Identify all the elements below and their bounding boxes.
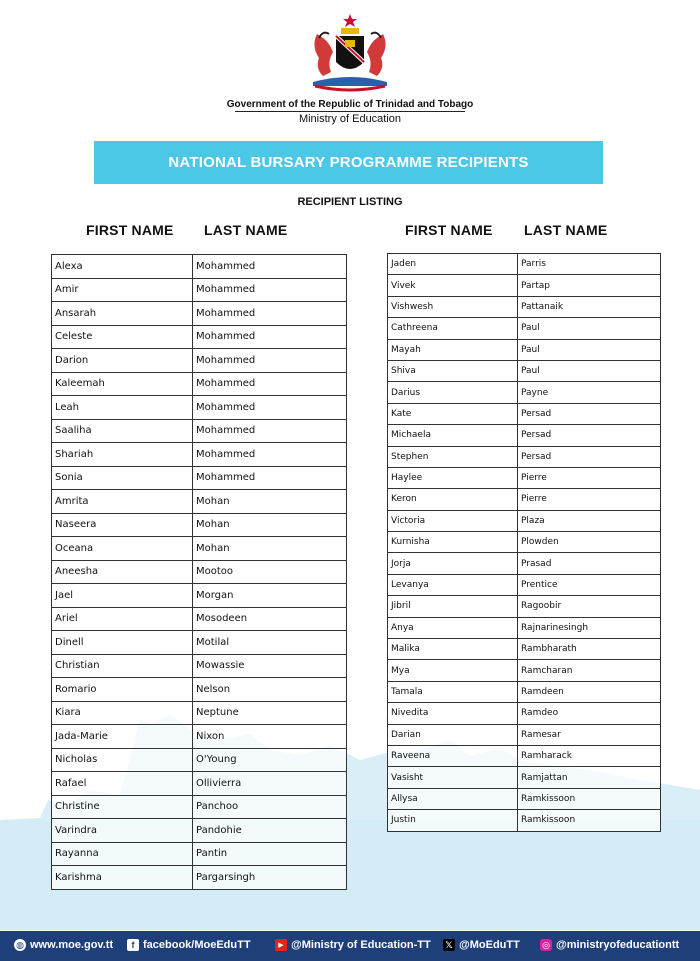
first-name-cell: Vasisht [388, 767, 518, 788]
last-name-cell: Prentice [518, 574, 661, 595]
table-row [388, 382, 661, 403]
last-name-cell: O'Young [193, 748, 347, 772]
first-name-cell: Leah [52, 396, 193, 420]
first-name-cell: Kate [388, 403, 518, 424]
table-row [52, 302, 347, 326]
table-row [52, 325, 347, 349]
table-row [52, 443, 347, 467]
last-name-cell: Persad [518, 403, 661, 424]
first-name-cell: Levanya [388, 574, 518, 595]
last-name-cell: Plowden [518, 532, 661, 553]
first-name-cell: Darian [388, 724, 518, 745]
first-name-cell: Jorja [388, 553, 518, 574]
first-name-cell: Haylee [388, 467, 518, 488]
last-name-cell: Mohammed [193, 372, 347, 396]
instagram-link[interactable]: @ministryofeducationtt [556, 939, 680, 951]
last-name-cell: Ramdeo [518, 703, 661, 724]
table-row [388, 703, 661, 724]
table-row [52, 396, 347, 420]
website-link[interactable]: www.moe.gov.tt [30, 939, 114, 951]
first-name-cell: Kaleemah [52, 372, 193, 396]
table-row [388, 403, 661, 424]
last-name-cell: Persad [518, 446, 661, 467]
footer-facebook[interactable] [127, 939, 251, 951]
first-name-cell: Amrita [52, 490, 193, 514]
last-name-cell: Mohammed [193, 255, 347, 279]
first-name-cell: Nivedita [388, 703, 518, 724]
first-name-cell: Jibril [388, 596, 518, 617]
first-name-cell: Varindra [52, 819, 193, 843]
first-name-cell: Shariah [52, 443, 193, 467]
table-row [52, 466, 347, 490]
table-row [52, 419, 347, 443]
table-row [388, 553, 661, 574]
table-row [388, 425, 661, 446]
right-recipient-table [387, 253, 661, 832]
table-row [52, 537, 347, 561]
last-name-cell: Panchoo [193, 795, 347, 819]
first-name-cell: Kiara [52, 701, 193, 725]
table-row [388, 660, 661, 681]
table-row [52, 490, 347, 514]
table-row [388, 360, 661, 381]
first-name-cell: Michaela [388, 425, 518, 446]
first-name-cell: Vivek [388, 275, 518, 296]
table-row [388, 254, 661, 275]
last-name-cell: Mohammed [193, 396, 347, 420]
last-name-cell: Neptune [193, 701, 347, 725]
table-row [388, 467, 661, 488]
last-name-cell: Paul [518, 318, 661, 339]
footer-youtube[interactable] [275, 939, 431, 951]
last-name-cell: Ramdeen [518, 681, 661, 702]
first-name-cell: Raveena [388, 745, 518, 766]
table-row [52, 513, 347, 537]
table-row [388, 639, 661, 660]
last-name-cell: Mohammed [193, 466, 347, 490]
first-name-cell: Mya [388, 660, 518, 681]
coat-of-arms-logo [305, 12, 395, 94]
first-name-cell: Kurnisha [388, 532, 518, 553]
first-name-cell: Justin [388, 810, 518, 831]
table-row [388, 745, 661, 766]
last-name-cell: Pantin [193, 842, 347, 866]
last-name-cell: Partap [518, 275, 661, 296]
first-name-cell: Darius [388, 382, 518, 403]
last-name-cell: Ramesar [518, 724, 661, 745]
first-name-cell: Ansarah [52, 302, 193, 326]
facebook-icon: f [127, 939, 139, 951]
first-name-cell: Tamala [388, 681, 518, 702]
ministry-title: Ministry of Education [298, 113, 402, 125]
table-row [52, 866, 347, 890]
table-row [388, 810, 661, 831]
footer-website[interactable] [14, 939, 113, 951]
first-name-cell: Aneesha [52, 560, 193, 584]
first-name-cell: Alexa [52, 255, 193, 279]
last-name-cell: Mootoo [193, 560, 347, 584]
table-row [52, 678, 347, 702]
listing-title: RECIPIENT LISTING [297, 196, 403, 208]
table-row [52, 654, 347, 678]
footer-instagram[interactable] [540, 939, 679, 951]
last-name-cell: Prasad [518, 553, 661, 574]
last-name-cell: Ramjattan [518, 767, 661, 788]
first-name-cell: Romario [52, 678, 193, 702]
last-name-cell: Mohammed [193, 278, 347, 302]
last-name-cell: Payne [518, 382, 661, 403]
last-name-cell: Mohammed [193, 349, 347, 373]
table-row [52, 349, 347, 373]
last-name-cell: Motilal [193, 631, 347, 655]
last-name-cell: Ramkissoon [518, 788, 661, 809]
last-name-cell: Parris [518, 254, 661, 275]
table-row [52, 701, 347, 725]
first-name-cell: Amir [52, 278, 193, 302]
table-row [388, 724, 661, 745]
table-row [52, 772, 347, 796]
table-row [52, 842, 347, 866]
last-name-cell: Ragoobir [518, 596, 661, 617]
first-name-cell: Sonia [52, 466, 193, 490]
table-row [52, 255, 347, 279]
last-name-cell: Pierre [518, 467, 661, 488]
table-row [388, 489, 661, 510]
first-name-cell: Malika [388, 639, 518, 660]
first-name-cell: Darion [52, 349, 193, 373]
last-name-cell: Pierre [518, 489, 661, 510]
first-name-cell: Anya [388, 617, 518, 638]
first-name-cell: Karishma [52, 866, 193, 890]
last-name-cell: Mohan [193, 513, 347, 537]
table-row [52, 748, 347, 772]
table-row [388, 296, 661, 317]
first-name-cell: Rayanna [52, 842, 193, 866]
first-name-cell: Nicholas [52, 748, 193, 772]
table-row [388, 574, 661, 595]
first-name-cell: Christian [52, 654, 193, 678]
table-row [388, 510, 661, 531]
last-name-cell: Paul [518, 339, 661, 360]
first-name-cell: Vishwesh [388, 296, 518, 317]
left-last-name-header: LAST NAME [204, 222, 288, 238]
table-row [52, 372, 347, 396]
table-row [52, 631, 347, 655]
first-name-cell: Jada-Marie [52, 725, 193, 749]
banner-title: NATIONAL BURSARY PROGRAMME RECIPIENTS [94, 141, 603, 184]
table-row [388, 788, 661, 809]
table-row [388, 318, 661, 339]
last-name-cell: Ramharack [518, 745, 661, 766]
first-name-cell: Victoria [388, 510, 518, 531]
table-row [388, 596, 661, 617]
government-title: Government of the Republic of Trinidad and Tobago [226, 99, 474, 110]
last-name-cell: Mosodeen [193, 607, 347, 631]
first-name-cell: Mayah [388, 339, 518, 360]
last-name-cell: Rajnarinesingh [518, 617, 661, 638]
facebook-link[interactable]: facebook/MoeEduTT [143, 939, 251, 951]
instagram-icon: ◎ [540, 939, 552, 951]
table-row [388, 275, 661, 296]
first-name-cell: Shiva [388, 360, 518, 381]
first-name-cell: Cathreena [388, 318, 518, 339]
first-name-cell: Allysa [388, 788, 518, 809]
first-name-cell: Keron [388, 489, 518, 510]
table-row [388, 446, 661, 467]
last-name-cell: Mohammed [193, 325, 347, 349]
first-name-cell: Rafael [52, 772, 193, 796]
footer-x[interactable] [443, 939, 520, 951]
right-first-name-header: FIRST NAME [405, 222, 493, 238]
table-row [388, 339, 661, 360]
last-name-cell: Mohan [193, 490, 347, 514]
first-name-cell: Christine [52, 795, 193, 819]
table-row [388, 617, 661, 638]
last-name-cell: Ramkissoon [518, 810, 661, 831]
last-name-cell: Mowassie [193, 654, 347, 678]
last-name-cell: Persad [518, 425, 661, 446]
table-row [52, 795, 347, 819]
last-name-cell: Pargarsingh [193, 866, 347, 890]
last-name-cell: Plaza [518, 510, 661, 531]
table-row [52, 725, 347, 749]
divider [235, 111, 465, 112]
last-name-cell: Pandohie [193, 819, 347, 843]
last-name-cell: Pattanaik [518, 296, 661, 317]
last-name-cell: Mohammed [193, 302, 347, 326]
youtube-icon: ▶ [275, 939, 287, 951]
first-name-cell: Ariel [52, 607, 193, 631]
first-name-cell: Saaliha [52, 419, 193, 443]
last-name-cell: Nelson [193, 678, 347, 702]
x-icon: 𝕏 [443, 939, 455, 951]
last-name-cell: Mohan [193, 537, 347, 561]
table-row [388, 767, 661, 788]
table-row [52, 278, 347, 302]
first-name-cell: Jael [52, 584, 193, 608]
first-name-cell: Stephen [388, 446, 518, 467]
left-first-name-header: FIRST NAME [86, 222, 174, 238]
first-name-cell: Celeste [52, 325, 193, 349]
table-row [388, 681, 661, 702]
last-name-cell: Ramcharan [518, 660, 661, 681]
table-row [388, 532, 661, 553]
footer-bar [0, 931, 700, 961]
right-last-name-header: LAST NAME [524, 222, 608, 238]
last-name-cell: Nixon [193, 725, 347, 749]
last-name-cell: Ollivierra [193, 772, 347, 796]
last-name-cell: Rambharath [518, 639, 661, 660]
youtube-link[interactable]: @Ministry of Education-TT [291, 939, 431, 951]
table-row [52, 607, 347, 631]
first-name-cell: Jaden [388, 254, 518, 275]
left-recipient-table [51, 254, 347, 890]
last-name-cell: Mohammed [193, 419, 347, 443]
globe-icon: ◍ [14, 939, 26, 951]
last-name-cell: Mohammed [193, 443, 347, 467]
first-name-cell: Naseera [52, 513, 193, 537]
table-row [52, 819, 347, 843]
first-name-cell: Dinell [52, 631, 193, 655]
table-row [52, 584, 347, 608]
last-name-cell: Paul [518, 360, 661, 381]
x-link[interactable]: @MoEduTT [459, 939, 520, 951]
table-row [52, 560, 347, 584]
first-name-cell: Oceana [52, 537, 193, 561]
last-name-cell: Morgan [193, 584, 347, 608]
